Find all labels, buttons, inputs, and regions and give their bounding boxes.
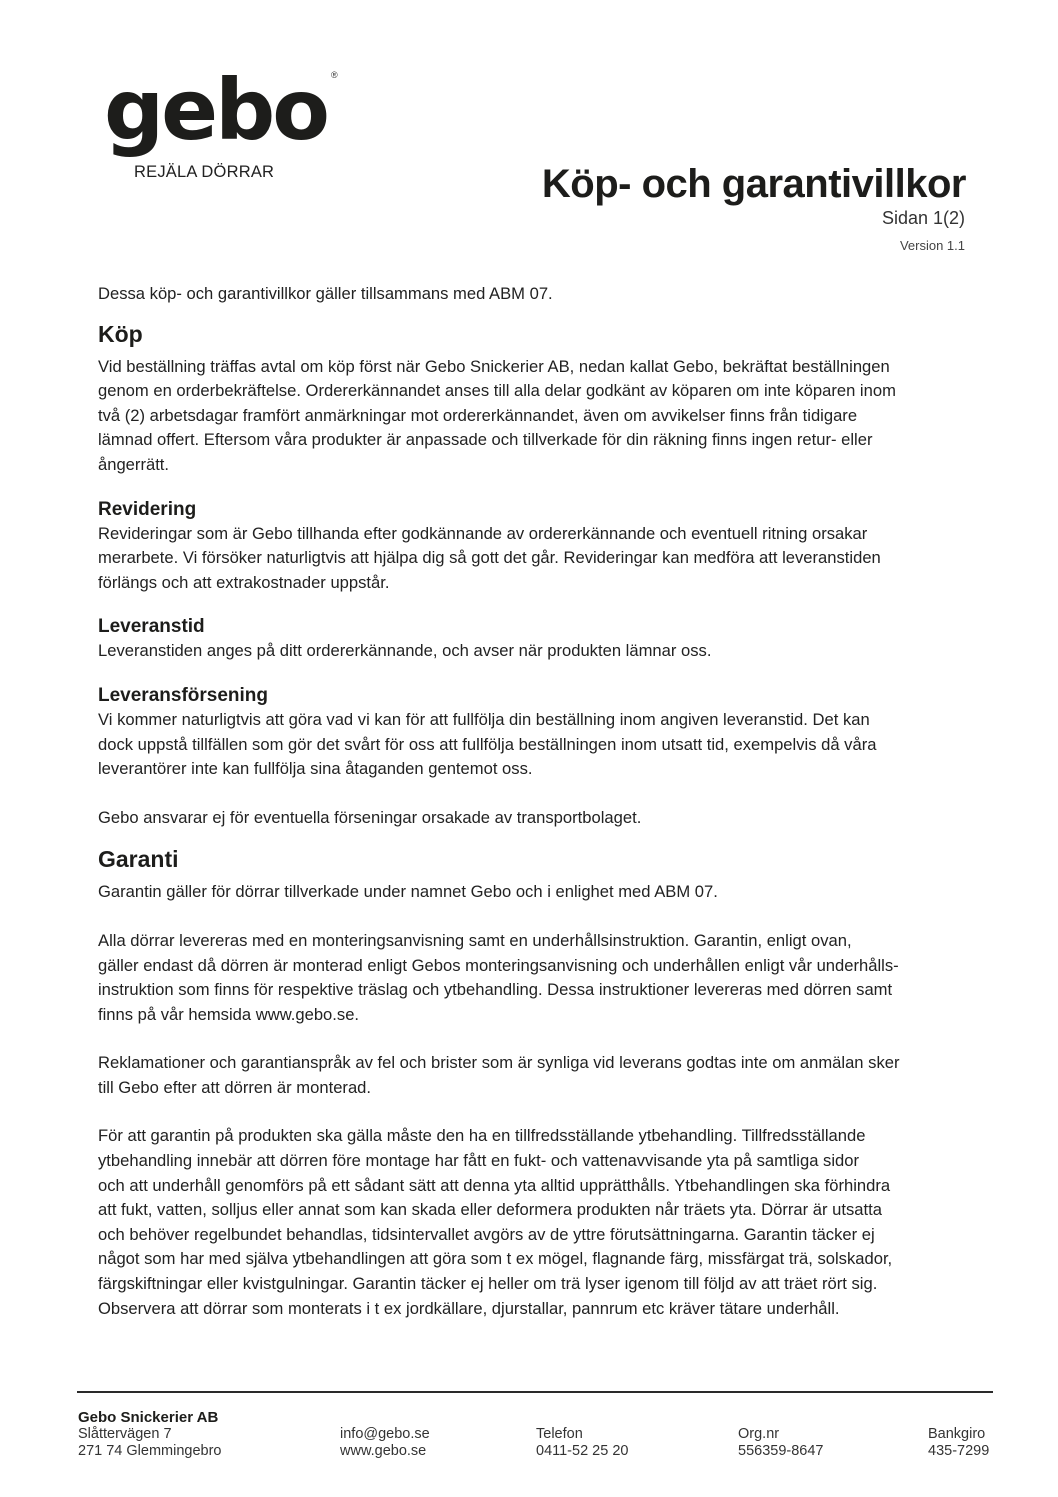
footer-contact-block <box>340 1426 430 1460</box>
garanti-paragraph-3 <box>98 1051 978 1100</box>
section-body-revidering <box>98 522 978 596</box>
section-body-leveransforsening <box>98 708 978 782</box>
section-body-leveranstid <box>98 639 978 664</box>
footer-bankgiro: 435-7299 <box>928 1443 990 1459</box>
text-line: Leveranstiden anges på ditt ordererkännande, och avser när produkten lämnar oss. <box>98 641 712 661</box>
footer-org-label: Org.nr <box>738 1426 780 1442</box>
section-heading-kop: Köp <box>98 320 143 347</box>
text-line: Vid beställning träffas avtal om köp först när Gebo Snickerier AB, nedan kallat Gebo, bekräftat beställningen <box>98 356 890 376</box>
footer-website[interactable]: www.gebo.se <box>340 1443 427 1459</box>
text-line: merarbete. Vi försöker naturligtvis att hjälpa dig så gott det går. Revideringar kan medföra att leveranstiden <box>98 548 881 568</box>
text-line: genom en orderbekräftelse. Ordererkännandet anses till alla delar godkänt av köparen om inte köparen inom <box>98 381 896 401</box>
registered-mark: ® <box>330 70 338 80</box>
document-body <box>98 282 978 1321</box>
footer-phone: 0411-52 25 20 <box>536 1443 629 1459</box>
footer-bankgiro-block <box>928 1426 989 1460</box>
text-line: ångerrätt. <box>98 454 170 474</box>
text-line: färgskiftningar eller kvistgulningar. Garantin täcker ej heller om trä lyser igenom till följd av att träet rört sig. <box>98 1274 878 1294</box>
footer-phone-block <box>536 1426 628 1460</box>
text-line: Revideringar som är Gebo tillhanda efter godkännande av ordererkännande och eventuell ritning orsakar <box>98 523 868 543</box>
text-line: till Gebo efter att dörren är monterad. <box>98 1077 372 1097</box>
logo-tagline: REJÄLA DÖRRAR <box>134 163 275 181</box>
garanti-paragraph-2 <box>98 929 978 1027</box>
section-body-kop <box>98 355 978 478</box>
text-line: gäller endast då dörren är monterad enligt Gebos monteringsanvisning och underhållen enligt vår underhålls- <box>98 955 899 975</box>
footer-email[interactable]: info@gebo.se <box>340 1426 430 1442</box>
text-line: ytbehandling innebär att dörren före montage har fått en fukt- och vattenavvisande yta på samtliga sidor <box>98 1151 860 1171</box>
footer-street: Slåttervägen 7 <box>78 1426 172 1442</box>
text-line: finns på vår hemsida www.gebo.se. <box>98 1004 360 1024</box>
text-line: och att underhåll genomförs på ett sådant sätt att denna yta alltid upprätthålls. Ytbehandlingen ska förhindra <box>98 1175 891 1195</box>
text-line: något som har med själva ytbehandlingen att göra som t ex mögel, flagnande färg, missfärgat trä, solskador, <box>98 1249 893 1269</box>
footer-bankgiro-label: Bankgiro <box>928 1426 986 1442</box>
section-heading-leveranstid: Leveranstid <box>98 616 205 638</box>
logo <box>104 61 338 159</box>
version-label: Version 1.1 <box>899 238 965 253</box>
page-indicator: Sidan 1(2) <box>881 208 965 228</box>
logo-wordmark: gebo <box>104 61 327 159</box>
footer-postal: 271 74 Glemmingebro <box>78 1443 222 1459</box>
text-line: Alla dörrar levereras med en monteringsanvisning samt en underhållsinstruktion. Garantin, enligt ovan, <box>98 930 852 950</box>
footer-phone-label: Telefon <box>536 1426 583 1442</box>
section-heading-leveransforsening: Leveransförsening <box>98 684 268 706</box>
footer-company-name: Gebo Snickerier AB <box>78 1409 219 1426</box>
text-line: att fukt, vatten, solljus eller annat som kan skada eller deformera produkten når träets yta. Dörrar är utsatta <box>98 1200 882 1220</box>
text-line: två (2) arbetsdagar framfört anmärkningar mot ordererkännandet, även om avvikelser finns från tidigare <box>98 405 858 425</box>
text-line: Observera att dörrar som monterats i t ex jordkällare, djurstallar, pannrum etc kräver tätare underhåll. <box>98 1298 840 1318</box>
transport-note: Gebo ansvarar ej för eventuella förseningar orsakade av transportbolaget. <box>98 807 642 827</box>
section-heading-revidering: Revidering <box>98 498 197 520</box>
section-heading-garanti: Garanti <box>98 846 179 873</box>
garanti-paragraph-4 <box>98 1124 978 1321</box>
intro-text: Dessa köp- och garantivillkor gäller tillsammans med ABM 07. <box>98 284 553 303</box>
footer-org-block <box>738 1426 823 1460</box>
text-line: För att garantin på produkten ska gälla måste den ha en tillfredsställande ytbehandling. Tillfredsställande <box>98 1126 866 1146</box>
footer-company-block <box>78 1409 221 1460</box>
text-line: förlängs och att extrakostnader uppstår. <box>98 572 390 592</box>
document-title: Köp- och garantivillkor <box>541 162 966 206</box>
text-line: och behöver regelbundet behandlas, tidsintervallet avgörs av de yttre förutsättningarna. Garantin täcker ej <box>98 1224 875 1244</box>
text-line: lämnad offert. Eftersom våra produkter är anpassade och tillverkade för din räkning finns ingen retur- eller <box>98 430 873 450</box>
footer-divider <box>77 1391 993 1393</box>
footer-org-number: 556359-8647 <box>738 1443 824 1459</box>
garanti-paragraph-1: Garantin gäller för dörrar tillverkade under namnet Gebo och i enlighet med ABM 07. <box>98 882 718 902</box>
text-line: Vi kommer naturligtvis att göra vad vi kan för att fullfölja din beställning inom angiven leveranstid. Det kan <box>98 709 870 729</box>
text-line: instruktion som finns för respektive träslag och ytbehandling. Dessa instruktioner levereras med dörren samt <box>98 980 893 1000</box>
text-line: leverantörer inte kan fullfölja sina åtaganden gentemot oss. <box>98 759 533 779</box>
text-line: dock uppstå tillfällen som gör det svårt för oss att fullfölja beställningen inom utsatt tid, exempelvis då våra <box>98 734 877 754</box>
text-line: Reklamationer och garantianspråk av fel och brister som är synliga vid leverans godtas inte om anmälan sker <box>98 1053 900 1073</box>
